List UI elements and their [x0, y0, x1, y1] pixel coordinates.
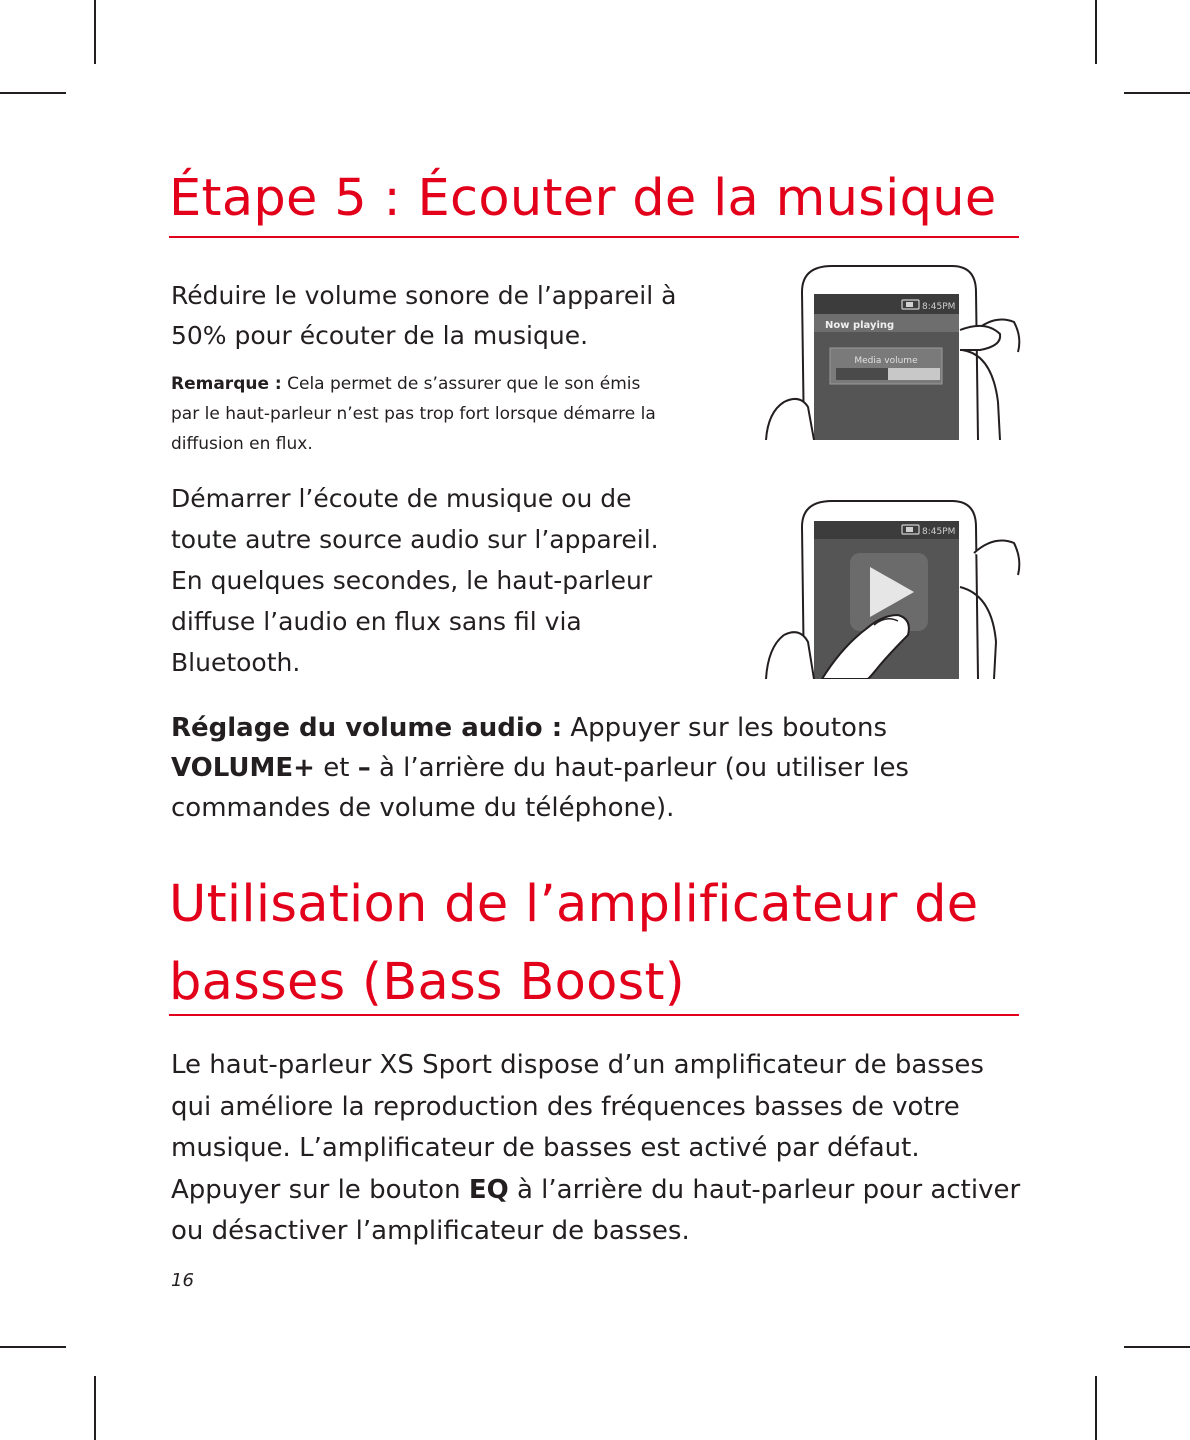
paragraph-volume-adjust [171, 708, 1021, 828]
paragraph-bass-boost [171, 1045, 1021, 1253]
volume-plus-label: VOLUME+ [171, 753, 315, 783]
media-volume-label: Media volume [854, 356, 918, 366]
volume-and: et [323, 753, 350, 783]
note-label: Remarque : [171, 374, 282, 394]
phone-illustration-volume [762, 262, 1024, 440]
volume-level-fill [836, 368, 888, 380]
title-underline [169, 1014, 1019, 1016]
paragraph-reduce-volume: Réduire le volume sonore de l’appareil à 50% pour écouter de la musique. [171, 281, 677, 350]
volume-text-1: Appuyer sur les boutons [570, 713, 887, 743]
volume-minus-label: – [357, 753, 371, 783]
crop-mark [94, 0, 96, 64]
status-time: 8:45PM [922, 302, 956, 312]
crop-mark [1095, 1376, 1097, 1440]
status-time: 8:45PM [922, 527, 956, 537]
bass-text-a: Le haut-parleur XS Sport dispose d’un amplificateur de basses qui améliore la reproduction des fréquences basses de votre musique. L’amplificateur de basses est activé par défaut. Appuyer sur le bouton [171, 1050, 984, 1205]
crop-mark [0, 92, 66, 94]
now-playing-label: Now playing [825, 320, 895, 331]
title-underline [169, 236, 1019, 238]
eq-label: EQ [468, 1174, 509, 1205]
note-paragraph [171, 369, 661, 459]
page-number: 16 [171, 1270, 194, 1291]
note-text: Cela permet de s’assurer que le son émis par le haut-parleur n’est pas trop fort lorsque démarre la diffusion en flux. [171, 374, 656, 454]
section-title-bass-boost: Utilisation de l’amplificateur de basses (Bass Boost) [169, 875, 979, 1012]
crop-mark [1124, 1346, 1190, 1348]
bass-text-b: à l’arrière du haut-parleur pour activer ou désactiver l’amplificateur de basses. [171, 1174, 1021, 1246]
volume-label: Réglage du volume audio : [171, 713, 563, 743]
volume-text-2: à l’arrière du haut-parleur (ou utiliser les commandes de volume du téléphone). [171, 753, 909, 823]
crop-mark [94, 1376, 96, 1440]
crop-mark [1095, 0, 1097, 64]
phone-illustration-play [762, 497, 1024, 679]
crop-mark [0, 1346, 66, 1348]
paragraph-start-audio: Démarrer l’écoute de musique ou de toute autre source audio sur l’appareil. En quelques secondes, le haut-parleur diffuse l’audio en flux sans fil via Bluetooth. [171, 484, 659, 677]
crop-mark [1124, 92, 1190, 94]
section-title-step5: Étape 5 : Écouter de la musique [169, 169, 997, 228]
